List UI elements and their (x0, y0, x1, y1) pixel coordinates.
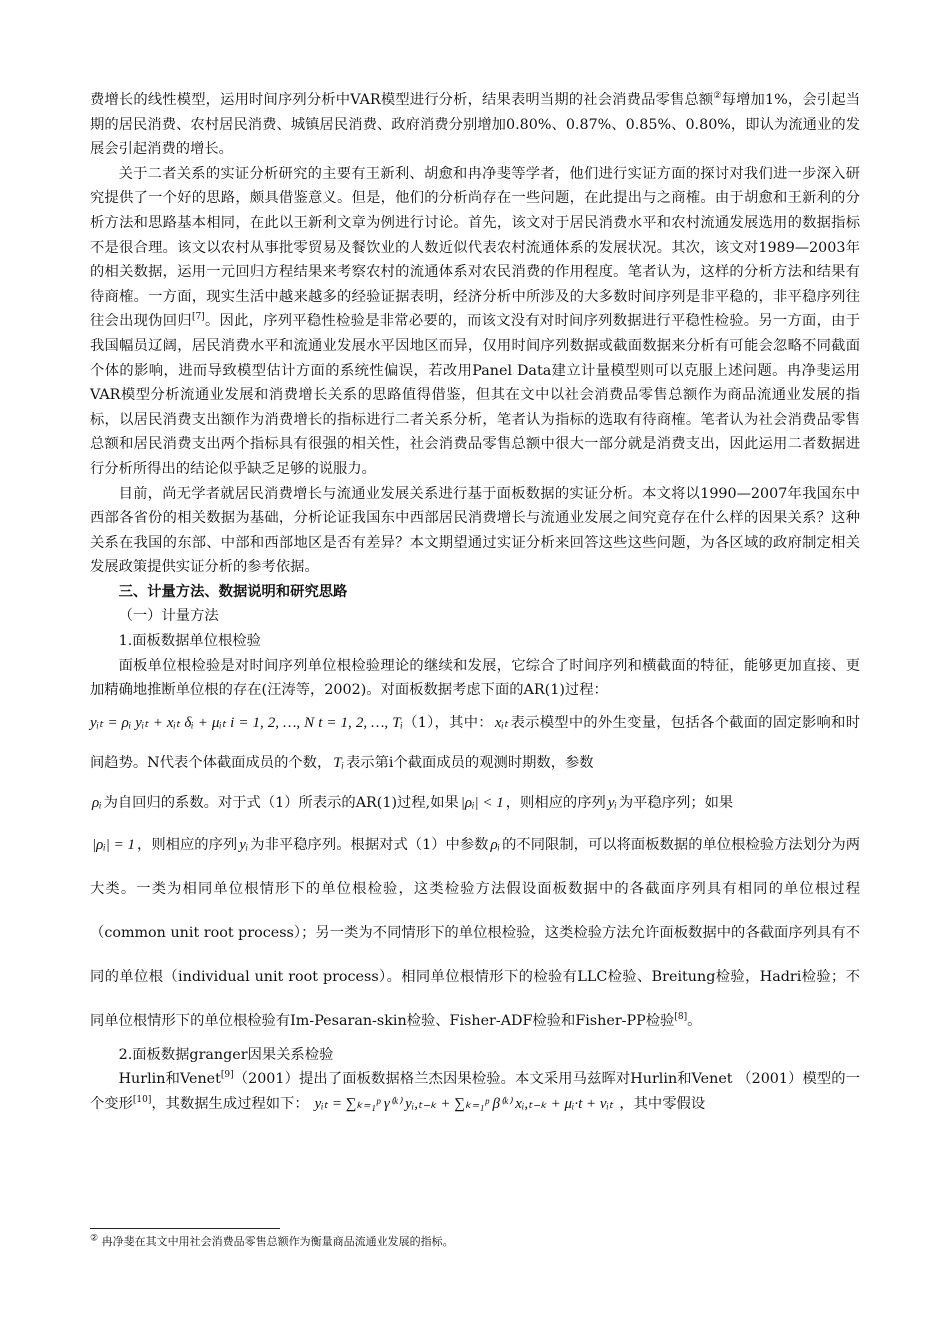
equation-1-line (90, 703, 860, 783)
paragraph-rho (90, 783, 860, 823)
footnote-marker: ② (90, 1233, 99, 1244)
text: 关于二者关系的实证分析研究的主要有王新利、胡愈和冉净斐等学者，他们进行实证方面的探讨对我们进一步深入研究提供了一个好的思路，颇具借鉴意义。但是，他们的分析尚存在一些问题，在此提出与之商榷。由于胡愈和王新利的分析方法和思路基本相同，在此以王新利文章为例进行讨论。首先，该文对于居民消费水平和农村流通发展选用的数据指标不是很合理。该文以农村从事批零贸易及餐饮业的人数近似代表农村流通体系的发展状况。其次，该文对1989—2003年的相关数据，运用一元回归方程结果来考察农村的流通体系对农民消费的作用程度。笔者认为，这样的分析方法和结果有待商榷。一方面，现实生活中越来越多的经验证据表明，经济分析中所涉及的大多数时间序列是非平稳的，非平稳序列往往会出现伪回归 (90, 165, 860, 330)
condition-nonstationary: |ρᵢ| = 1 (92, 836, 135, 853)
text: 。 (687, 1012, 702, 1029)
symbol-rho: ρᵢ (92, 794, 102, 811)
subsubsection-heading-unit-root: 1.面板数据单位根检验 (118, 633, 261, 650)
paragraph-granger (90, 1067, 860, 1116)
equation-1: yᵢₜ = ρᵢ yᵢₜ + xᵢₜ δᵢ + μᵢₜ i = 1, 2, …, N t = 1, 2, …, Tᵢ (90, 714, 403, 731)
text: 费增长的线性模型，运用时间序列分析中VAR模型进行分析，结果表明当期的社会消费品零售总额 (90, 92, 714, 108)
citation-7[interactable]: [7] (191, 312, 205, 323)
symbol-y: yᵢ (239, 836, 249, 853)
text: 为非平稳序列。根据对式（1）中参数 (250, 836, 489, 853)
subsubsection-heading-granger: 2.面板数据granger因果关系检验 (118, 1046, 334, 1063)
text: Hurlin和Venet (118, 1071, 221, 1088)
footnote (90, 1234, 860, 1250)
text: ，则相应的序列 (505, 794, 606, 811)
text: 表示模型中的外生变量，包括各个截面的固定影响和时间趋势。N代表个体截面成员的个数， (90, 714, 860, 771)
text: ，其中零假设 (619, 1096, 706, 1113)
citation-8[interactable]: [8] (674, 1012, 688, 1023)
subsection-heading: （一）计量方法 (118, 608, 219, 625)
citation-10[interactable]: [10] (132, 1095, 152, 1106)
paragraph-intro (90, 88, 860, 162)
condition-stationary: |ρᵢ| < 1 (460, 794, 504, 811)
paragraph-aim: 目前，尚无学者就居民消费增长与流通业发展关系进行基于面板数据的实证分析。本文将以1990—2007年我国东中西部各省份的相关数据为基础，分析论证我国东中西部居民消费增长与流通业发展之间究竟存在什么样的因果关系？这种关系在我国的东部、中部和西部地区是否有差异？本文期望通过实证分析来回答这些这些问题，为各区域的政府制定相关发展政策提供实证分析的参考依据。 (90, 485, 860, 576)
text: ，则相应的序列 (136, 836, 238, 853)
footnote-text: 冉净斐在其文中用社会消费品零售总额作为衡量商品流通业发展的指标。 (101, 1235, 454, 1248)
symbol-rho: ρᵢ (490, 836, 501, 853)
paragraph-review (90, 162, 860, 482)
equation-2: yᵢₜ = ∑ₖ₌₁ᵖ γ⁽ᵏ⁾ yᵢ,ₜ₋ₖ + ∑ₖ₌₁ᵖ β⁽ᵏ⁾ xᵢ,ₜ₋ₖ + μᵢ·t + νᵢₜ (314, 1096, 614, 1113)
page-body (90, 88, 860, 1117)
symbol-y: yᵢ (607, 794, 617, 811)
symbol-x: xᵢₜ (494, 714, 509, 731)
text: ，其数据生成过程如下： (151, 1096, 309, 1113)
paragraph-unit-root: 面板单位根检验是对时间序列单位根检验理论的继续和发展，它综合了时间序列和横截面的特征，能够更加直接、更加精确地推断单位根的存在(汪涛等，2002)。对面板数据考虑下面的AR(1)过程： (90, 657, 860, 699)
footnote-marker[interactable]: ② (713, 91, 722, 102)
text: 表示第i个截面成员的观测时期数，参数 (345, 754, 594, 771)
text: （2001）提出了面板数据格兰杰因果检验。本文采用马兹晖对Hurlin和Venet （2001）模型的一个变形 (90, 1071, 861, 1113)
text: 每增加1%，会引起当期的居民消费、农村居民消费、城镇居民消费、政府消费分别增加0.80%、0.87%、0.85%、0.80%，即认为流通业的发展会引起消费的增长。 (90, 92, 860, 158)
text: 。因此，序列平稳性检验是非常必要的，而该文没有对时间序列数据进行平稳性检验。另一方面，由于我国幅员辽阔，居民消费水平和流通业发展水平因地区而异，仅用时间序列数据或截面数据来分析有可能会忽略不同截面个体的影响，进而导致模型估计方面的系统性偏误，若改用Panel Data建立计量模型则可以克服上述问题。冉净斐运用VAR模型分析流通业发展和消费增长关系的思路值得借鉴，但其在文中以社会消费品零售总额作为商品流通业发展的指标，以居民消费支出额作为消费增长的指标进行二者关系分析，笔者认为指标的选取有待商榷。笔者认为社会消费品零售总额和居民消费支出两个指标具有很强的相关性，社会消费品零售总额中很大一部分就是消费支出，因此运用二者数据进行分析所得出的结论似乎缺乏足够的说服力。 (90, 313, 860, 477)
text: （1），其中： (402, 714, 493, 731)
text: 为平稳序列；如果 (618, 794, 734, 811)
footnote-divider (90, 1228, 280, 1229)
citation-9[interactable]: [9] (220, 1070, 234, 1081)
text: 为自回归的系数。对于式（1）所表示的AR(1)过程,如果 (103, 794, 459, 811)
text: 的不同限制，可以将面板数据的单位根检验方法划分为两大类。一类为相同单位根情形下的单位根检验，这类检验方法假设面板数据中的各截面序列具有相同的单位根过程（common unit root process）；另一类为不同情形下的单位根检验，这类检验方法允许面板数据中的各截面序列具有不同的单位根（individual unit root process）。相同单位根情形下的检验有LLC检验、Breitung检验，Hadri检验；不同单位根情形下的单位根检验有Im-Pesaran-skin检验、Fisher-ADF检验和Fisher-PP检验 (90, 836, 860, 1029)
symbol-T: Tᵢ (333, 754, 344, 771)
paragraph-nonstationary (90, 823, 860, 1043)
section-heading: 三、计量方法、数据说明和研究思路 (118, 583, 348, 600)
